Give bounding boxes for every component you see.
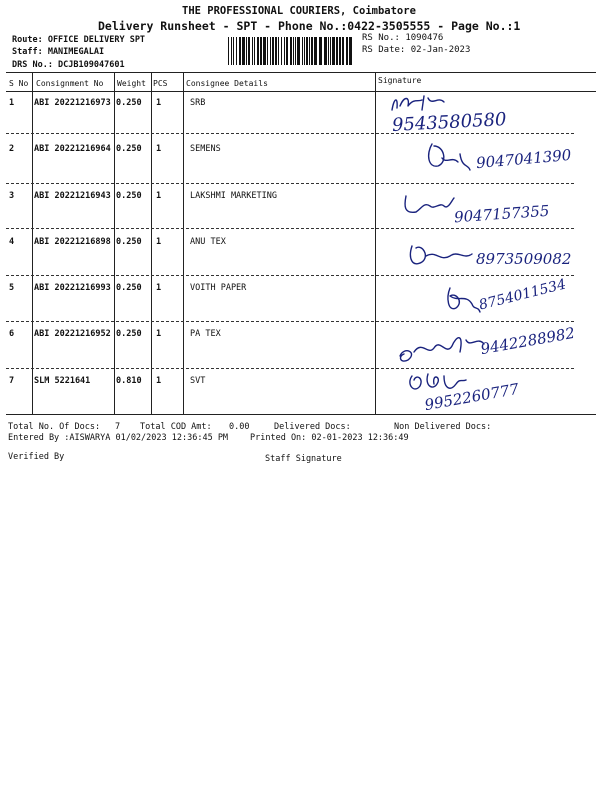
total-docs-value: 7: [115, 422, 121, 432]
row-pcs: 1: [156, 98, 162, 108]
row-consignee: ANU TEX: [190, 237, 226, 247]
signature-scribble-5: [442, 284, 482, 316]
signature-phone-5: 8754011534: [477, 276, 568, 314]
row-pcs: 1: [156, 144, 162, 154]
row-consignee: VOITH PAPER: [190, 283, 247, 293]
route-label: Route: OFFICE DELIVERY SPT: [12, 35, 146, 45]
row-separator: [6, 275, 574, 276]
signature-phone-2: 9047041390: [475, 145, 573, 173]
col-divider-3: [151, 72, 152, 414]
row-consignee: LAKSHMI MARKETING: [190, 191, 277, 201]
row-consignee: SEMENS: [190, 144, 221, 154]
row-consignment: ABI 20221216952: [34, 329, 111, 339]
staff-label: Staff: MANIMEGALAI: [12, 47, 105, 57]
barcode-image: [228, 37, 352, 65]
row-separator: [6, 228, 574, 229]
row-weight: 0.250: [116, 237, 142, 247]
verified-by: Verified By: [8, 452, 65, 462]
row-weight: 0.250: [116, 283, 142, 293]
table-header-border: [6, 91, 596, 92]
row-separator: [6, 183, 574, 184]
row-weight: 0.250: [116, 329, 142, 339]
total-cod-label: Total COD Amt:: [140, 422, 212, 432]
col-divider-2: [114, 72, 115, 414]
row-sno: 1: [9, 98, 15, 108]
row-consignment: SLM 5221641: [34, 376, 91, 386]
col-divider-1: [32, 72, 33, 414]
row-pcs: 1: [156, 283, 162, 293]
col-divider-5: [375, 72, 376, 414]
row-separator: [6, 133, 574, 134]
row-sno: 6: [9, 329, 15, 339]
col-header-consignment: Consignment No: [36, 79, 104, 88]
rs-number: RS No.: 1090476: [362, 33, 444, 43]
row-pcs: 1: [156, 329, 162, 339]
signature-phone-1: 9543580580: [391, 109, 508, 136]
signature-scribble-2: [424, 140, 474, 174]
col-header-pcs: PCS: [153, 79, 168, 88]
row-consignee: SRB: [190, 98, 206, 108]
row-weight: 0.250: [116, 144, 142, 154]
col-divider-4: [183, 72, 184, 414]
signature-scribble-3: [400, 192, 456, 218]
row-sno: 7: [9, 376, 15, 386]
row-consignee: PA TEX: [190, 329, 221, 339]
signature-scribble-4: [406, 240, 476, 270]
total-cod-value: 0.00: [229, 422, 250, 432]
row-consignment: ABI 20221216943: [34, 191, 111, 201]
table-top-border: [6, 72, 596, 73]
staff-signature-label: Staff Signature: [265, 454, 342, 464]
signature-phone-7: 9952260777: [423, 379, 521, 415]
rs-date: RS Date: 02-Jan-2023: [362, 45, 471, 55]
signature-scribble-6: [394, 326, 486, 366]
row-weight: 0.250: [116, 191, 142, 201]
entered-by: Entered By :AISWARYA 01/02/2023 12:36:45 PM: [8, 433, 229, 443]
row-consignment: ABI 20221216993: [34, 283, 111, 293]
row-pcs: 1: [156, 376, 162, 386]
drs-number: DRS No.: DCJB109047601: [12, 60, 125, 70]
row-pcs: 1: [156, 237, 162, 247]
col-header-consignee: Consignee Details: [186, 79, 268, 88]
row-consignment: ABI 20221216964: [34, 144, 111, 154]
row-separator: [6, 321, 574, 322]
printed-on: Printed On: 02-01-2023 12:36:49: [250, 433, 409, 443]
col-header-signature: Signature: [378, 76, 422, 85]
row-pcs: 1: [156, 191, 162, 201]
row-consignment: ABI 20221216898: [34, 237, 111, 247]
non-delivered-docs-label: Non Delivered Docs:: [394, 422, 492, 432]
delivered-docs-label: Delivered Docs:: [274, 422, 351, 432]
row-sno: 3: [9, 191, 15, 201]
signature-phone-6: 9442288982: [479, 323, 577, 359]
company-title: THE PROFESSIONAL COURIERS, Coimbatore: [182, 5, 416, 17]
signature-phone-4: 8973509082: [476, 250, 572, 268]
col-header-weight: Weight: [117, 79, 146, 88]
row-sno: 4: [9, 237, 15, 247]
signature-phone-3: 9047157355: [453, 201, 550, 227]
row-weight: 0.810: [116, 376, 142, 386]
row-consignee: SVT: [190, 376, 206, 386]
col-header-sno: S No: [9, 79, 29, 88]
row-sno: 5: [9, 283, 15, 293]
row-consignment: ABI 20221216973: [34, 98, 111, 108]
row-weight: 0.250: [116, 98, 142, 108]
table-bottom-border: [6, 414, 596, 415]
total-docs-label: Total No. Of Docs:: [8, 422, 101, 432]
row-separator: [6, 368, 574, 369]
row-sno: 2: [9, 144, 15, 154]
runsheet-title: Delivery Runsheet - SPT - Phone No.:0422-3505555 - Page No.:1: [98, 19, 521, 33]
